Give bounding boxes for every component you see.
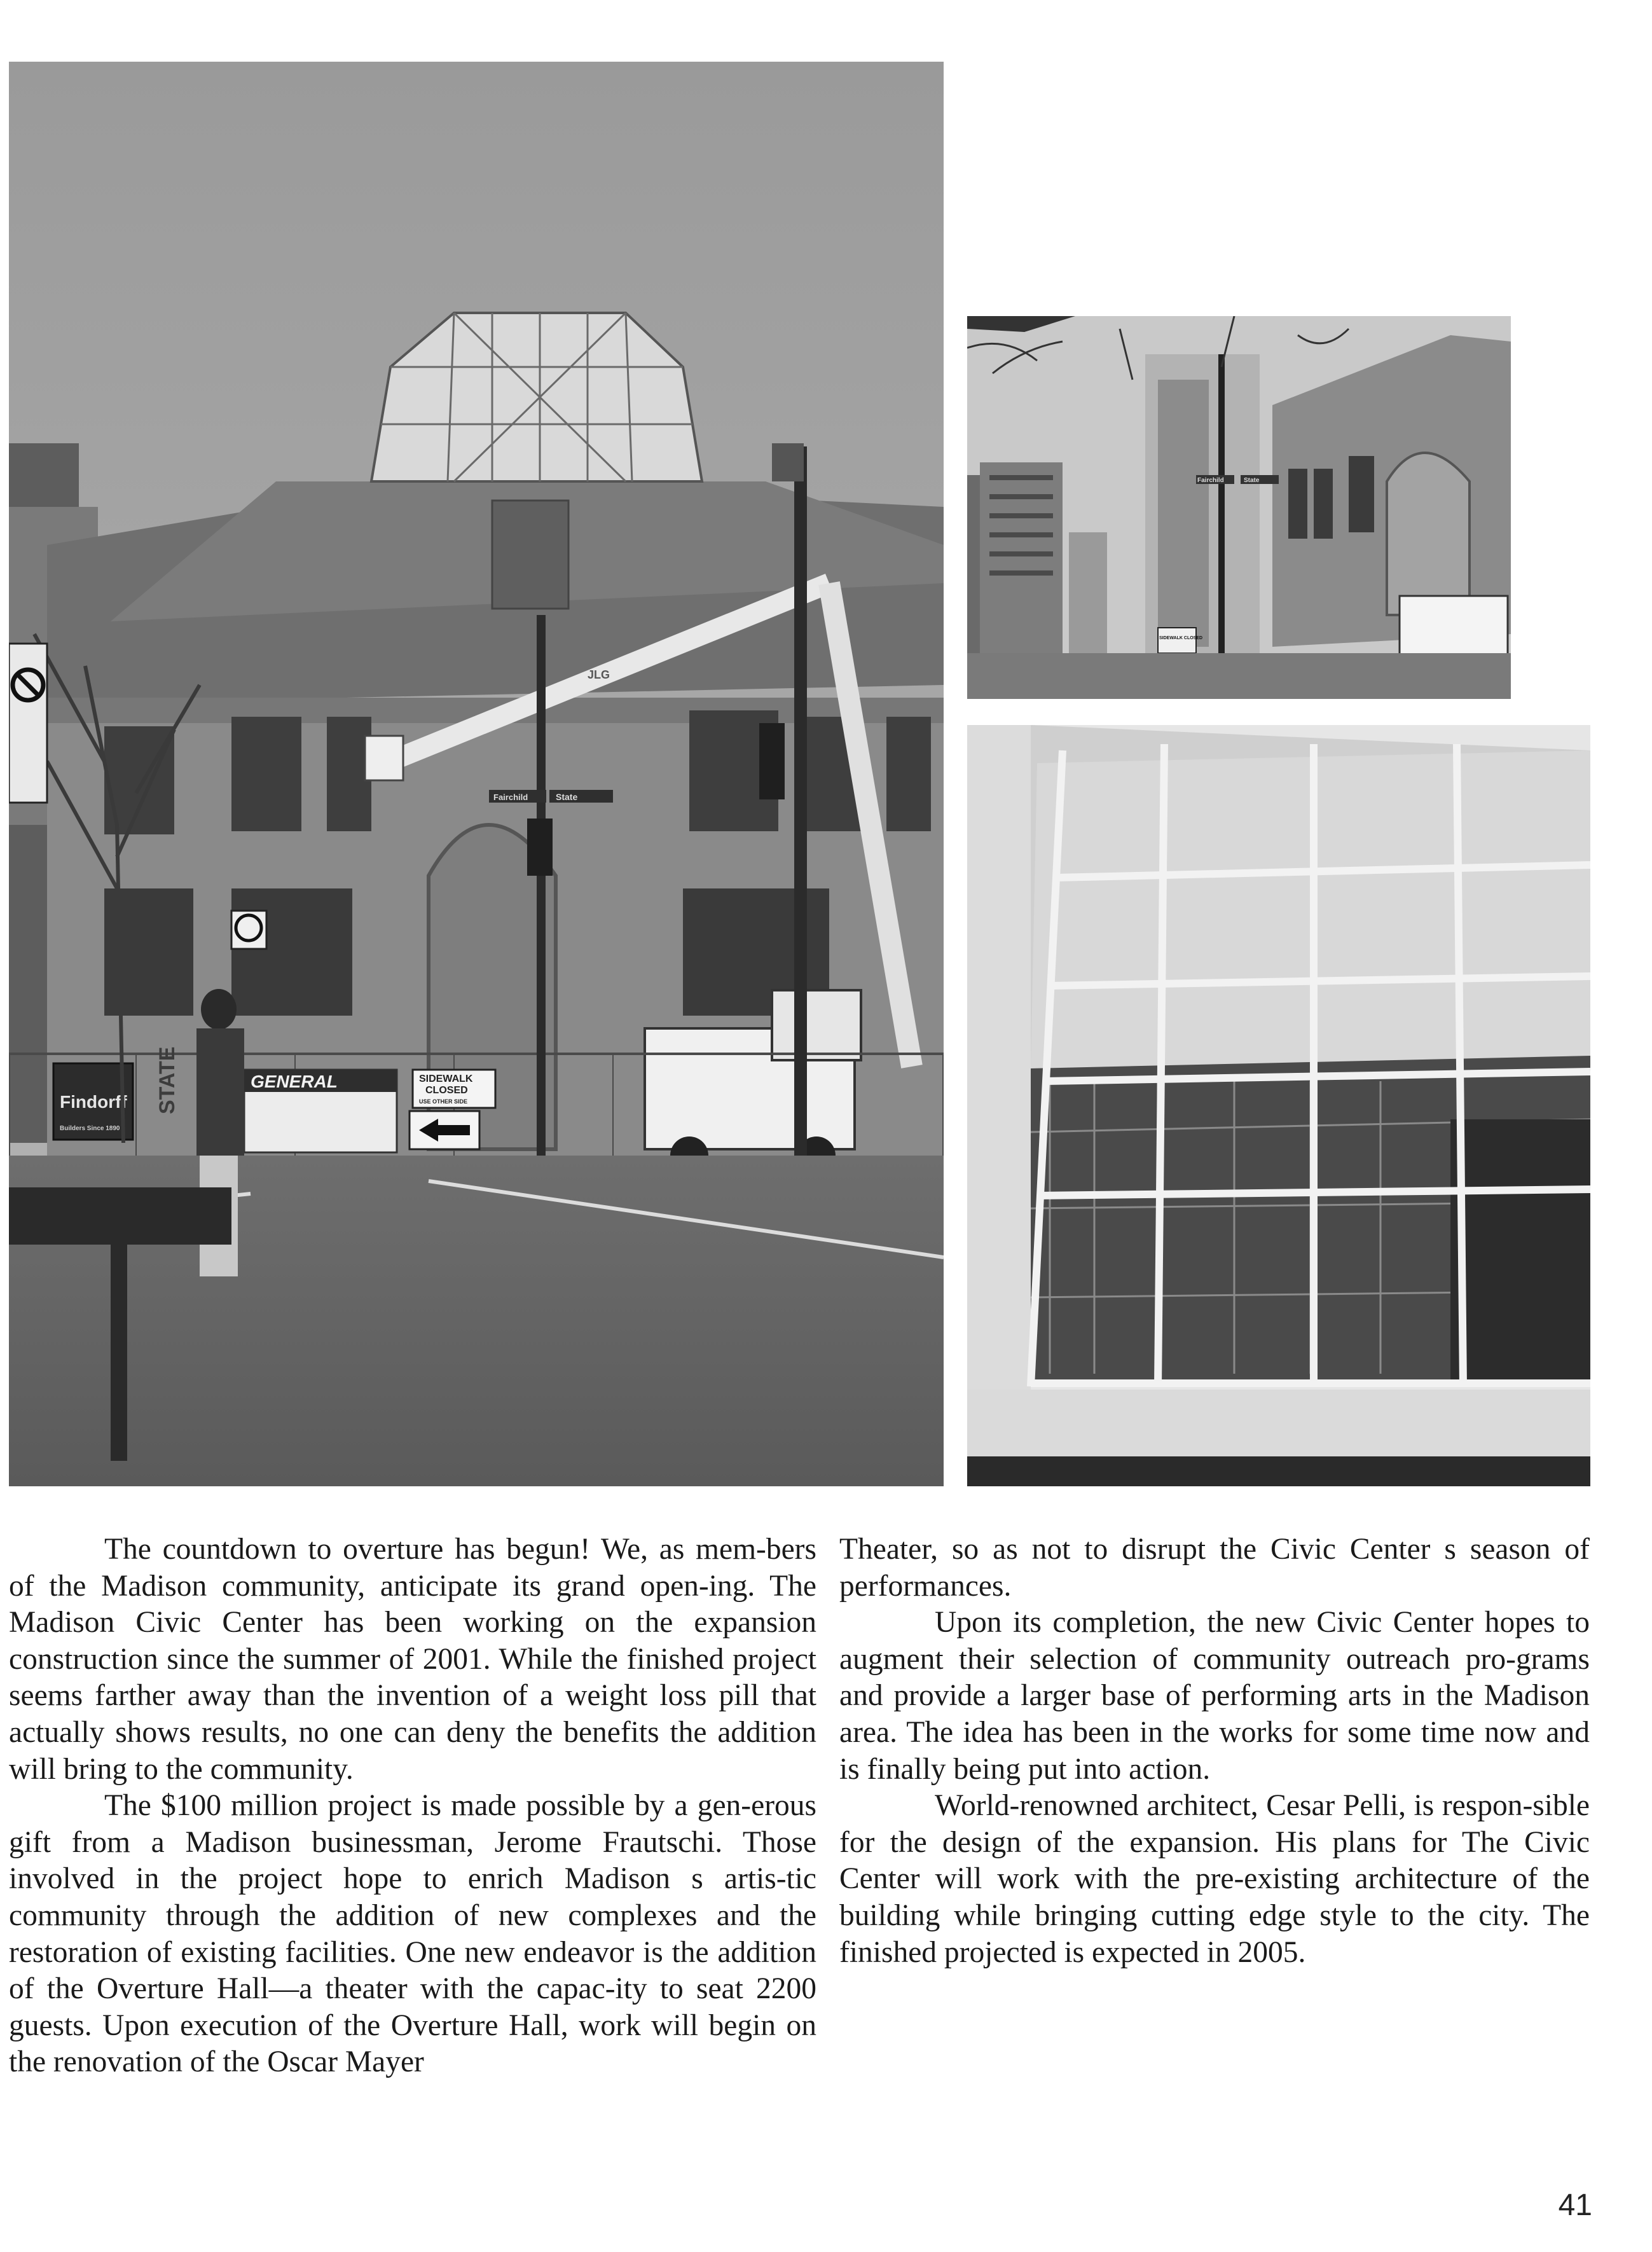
page-number: 41: [1558, 2188, 1592, 2222]
street-view-photo: [967, 316, 1511, 699]
state-banner-text: STATE: [155, 1046, 179, 1114]
article-paragraph-1: The countdown to overture has begun! We, as mem-bers of the Madison community, anticipate its grand open-ing. The Madison Civic Center has been working on the expansion construction since the summer of 2001. While the finished project seems farther away than the invention of a weight loss pill that actually shows results, no one can deny the benefits the addition will bring to the community.: [9, 1533, 816, 1786]
article-paragraph-2: The $100 million project is made possible by a gen-erous gift from a Madison businessman, Jerome Frautschi. Those involved in the project hope to enrich Madison s artis-tic community through the addition of new complexes and the restoration of existing facilities. One new endeavor is the addition of the Overture Hall—a theater with the capac-ity to seat 2200 guests. Upon execution of the Overture Hall, work will begin on the renovation of the Oscar Mayer: [9, 1789, 816, 2079]
article-paragraph-4: World-renowned architect, Cesar Pelli, is respon-sible for the design of the expansion. His plans for The Civic Center will work with the pre-existing architecture of the building while bringing cutting edge style to the city. The finished projected is expected in 2005.: [839, 1789, 1590, 1969]
glass-facade-illustration: [967, 725, 1590, 1486]
findorff-banner-subtext: Builders Since 1890: [60, 1125, 120, 1132]
sidewalk-sign-line3: USE OTHER SIDE: [419, 1098, 468, 1105]
state-street-sign: State: [556, 792, 578, 802]
sidewalk-sign-line2: CLOSED: [425, 1085, 468, 1096]
article-right-column: [839, 1531, 1590, 1971]
findorff-banner-text: Findorff: [60, 1092, 127, 1112]
glass-facade-photo: [967, 725, 1590, 1486]
state-street-sign-small: State: [1244, 477, 1260, 484]
sidewalk-closed-sign-small: SIDEWALK CLOSED: [1159, 636, 1203, 640]
general-sign-text: GENERAL: [251, 1072, 338, 1091]
sidewalk-sign-line1: SIDEWALK: [419, 1074, 473, 1084]
article-paragraph-2-continued: Theater, so as not to disrupt the Civic Center s season of performances.: [839, 1533, 1590, 1603]
street-view-illustration: [967, 316, 1511, 699]
fairchild-street-sign: Fairchild: [493, 792, 528, 802]
article-left-column: [9, 1531, 816, 2081]
article-paragraph-3: Upon its completion, the new Civic Center hopes to augment their selection of community outreach pro-grams and provide a larger base of performing arts in the Madison area. The idea has been in the works for some time now and is finally being put into action.: [839, 1606, 1590, 1786]
crane-label: JLG: [588, 668, 610, 681]
fairchild-street-sign-small: Fairchild: [1197, 477, 1224, 484]
civic-center-dome-photo: [9, 62, 944, 1486]
civic-center-dome-illustration: [9, 62, 944, 1486]
